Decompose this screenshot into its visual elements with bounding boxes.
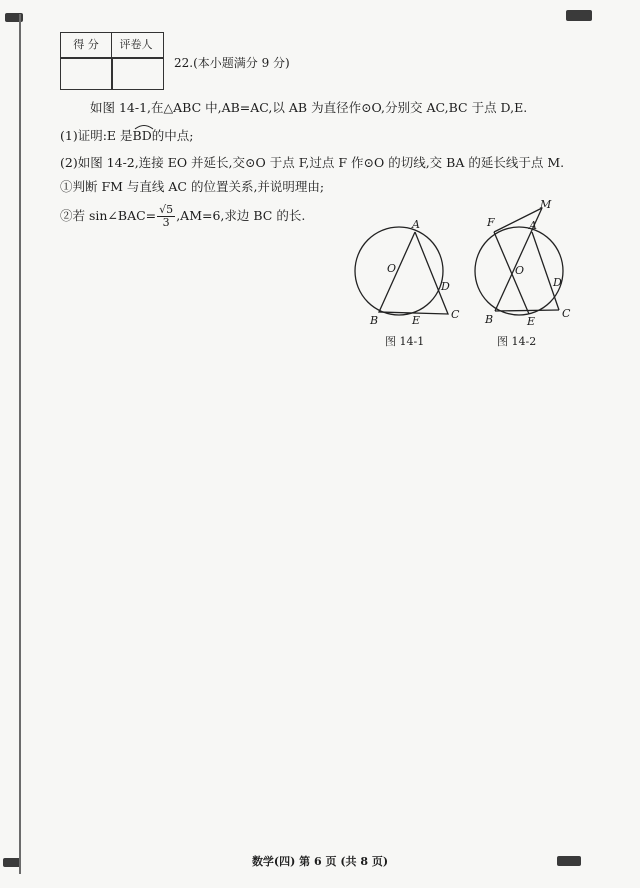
arc-bd: BD bbox=[133, 128, 152, 143]
question-sub1: ①判断 FM 与直线 AC 的位置关系,并说明理由; bbox=[60, 179, 325, 194]
grader-header: 评卷人 bbox=[119, 38, 153, 51]
label-B: B bbox=[370, 314, 379, 327]
label-O: O bbox=[515, 264, 525, 277]
figure-14-2-caption: 图 14-2 bbox=[497, 335, 537, 348]
label-E: E bbox=[412, 314, 421, 327]
label-D: D bbox=[441, 280, 450, 293]
page-footer: 数学(四) 第 6 页 (共 8 页) bbox=[251, 855, 389, 868]
question-sub2: ②若 sin∠BAC= $\frac{√5}{3}$ ,AM=6,求边 BC 的长. bbox=[60, 203, 306, 229]
figure-14-1-drawing bbox=[350, 212, 475, 330]
fraction: $\frac{√5}{3}$ bbox=[159, 203, 174, 229]
figure-14-1-caption: 图 14-1 bbox=[385, 335, 425, 348]
corner-marker-top-right bbox=[566, 10, 592, 21]
binding-line bbox=[19, 14, 21, 874]
question-intro: 如图 14-1,在△ABC 中,AB=AC,以 AB 为直径作⊙O,分别交 AC,BC 于点 D,E. bbox=[90, 100, 528, 115]
figure-14-2-drawing bbox=[467, 196, 592, 330]
label-O: O bbox=[387, 262, 397, 275]
label-M: M bbox=[540, 198, 552, 211]
label-C: C bbox=[451, 308, 460, 321]
arc-mark-icon bbox=[133, 122, 155, 130]
score-table bbox=[60, 32, 164, 90]
question-part1: (1)证明:E 是 BD的中点; bbox=[60, 126, 193, 144]
label-C: C bbox=[562, 307, 571, 320]
score-header: 得 分 bbox=[61, 33, 112, 57]
label-A: A bbox=[412, 218, 420, 231]
figure-14-2 bbox=[467, 196, 592, 334]
label-E: E bbox=[527, 315, 536, 328]
figure-14-1 bbox=[350, 212, 475, 334]
label-F: F bbox=[487, 216, 495, 229]
label-D: D bbox=[553, 276, 562, 289]
label-B: B bbox=[485, 313, 494, 326]
question-part2: (2)如图 14-2,连接 EO 并延长,交⊙O 于点 F,过点 F 作⊙O 的切线,交 BA 的延长线于点 M. bbox=[60, 155, 565, 170]
label-A: A bbox=[529, 219, 537, 232]
question-title: 22.(本小题满分 9 分) bbox=[174, 56, 290, 70]
